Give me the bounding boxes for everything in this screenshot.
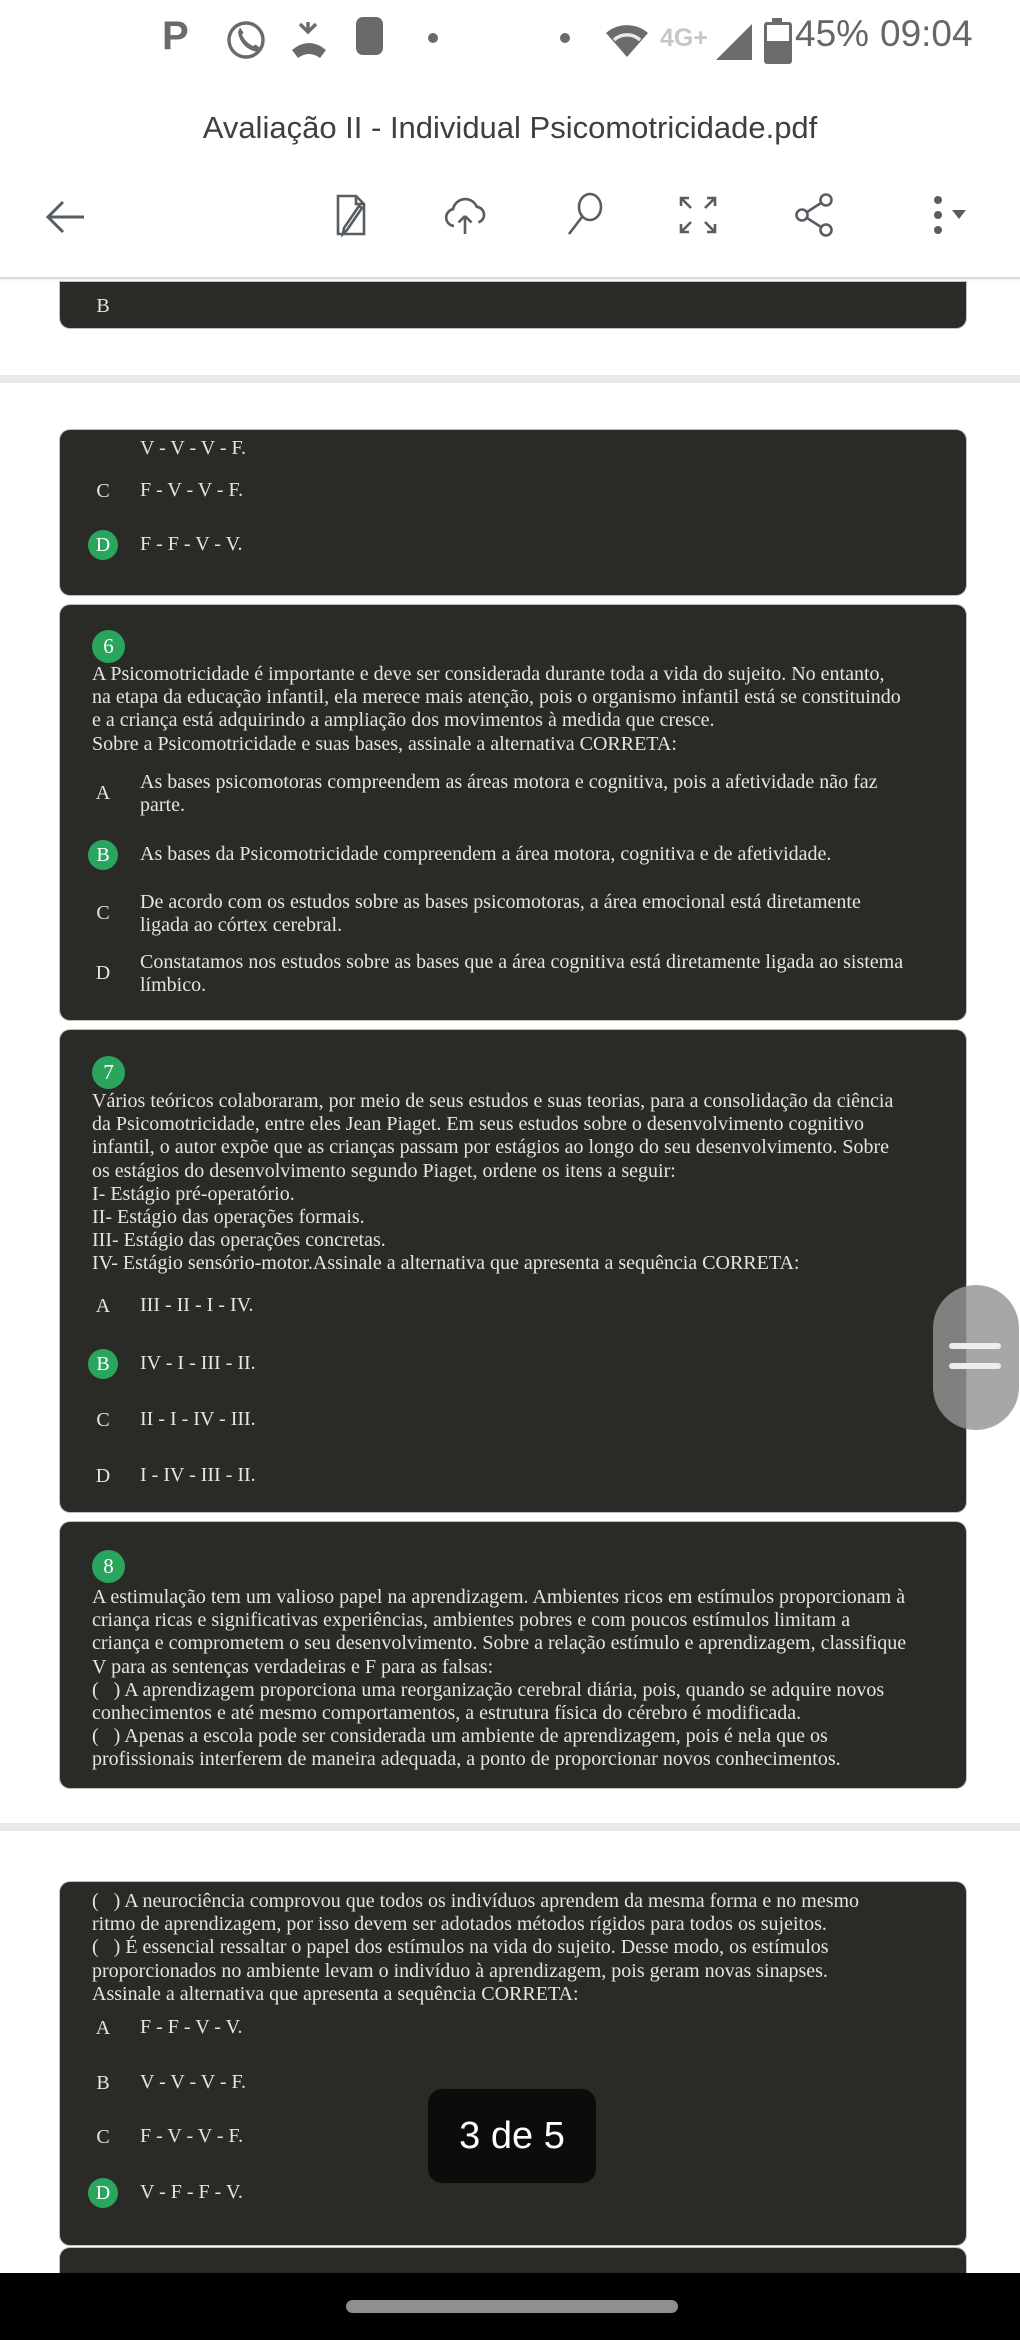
question-number-badge: 6	[92, 630, 125, 663]
annotate-icon	[324, 188, 378, 242]
status-bar	[0, 0, 1020, 70]
header-shadow	[0, 277, 1020, 281]
pdf-card-question5-options	[60, 430, 966, 595]
option-letter: C	[96, 2126, 110, 2148]
fullscreen-icon	[671, 188, 725, 242]
selected-option-badge: B	[88, 1349, 118, 1379]
battery-percent: 45%	[795, 13, 870, 54]
share-icon	[788, 188, 842, 242]
pdf-card-question8-options: ( ) A neurociência comprovou que todos os indivíduos aprendem da mesma forma e no mesmo ritmo de aprendizagem, por isso devem ser adotados métodos rígidos para todos os sujeitos. ( ) É essencial ressaltar o papel dos estímulos na vida do sujeito. Desse modo, os estímulos proporcionados no ambiente levam o indivíduo à aprendizagem, pois geram novas sinapses. Assinale a alternativa que apresenta a sequência CORRETA: A F - F - V - V. B V - V - V - F. C F - V - V - F. D V - F - F - V.	[60, 1882, 966, 2245]
wifi-icon	[604, 22, 650, 58]
option-letter: B	[96, 2072, 110, 2094]
question-text: A Psicomotricidade é importante e deve ser considerada durante toda a vida do sujeito. No entanto, na etapa da educação infantil, ela merece mais atenção, pois o organismo infantil está se constituindo e a criança está adquirindo a ampliação dos movimentos à medida que cresce. Sobre a Psicomotricidade e suas bases, assinale a alternativa CORRETA:	[92, 663, 901, 755]
scroll-handle-grip-line	[949, 1343, 1001, 1349]
whatsapp-icon	[225, 19, 267, 61]
option-text-line: F - F - V - V.	[140, 533, 243, 555]
clock: 09:04	[880, 13, 973, 54]
back-button[interactable]	[38, 190, 92, 244]
back-arrow-icon	[38, 190, 92, 244]
scroll-handle[interactable]	[933, 1285, 1019, 1430]
dropdown-caret-icon	[952, 210, 966, 219]
notification-dot-icon	[428, 33, 438, 43]
pdf-card-next-sliver	[60, 2248, 966, 2273]
pdf-card-question7: 7 Vários teóricos colaboraram, por meio de seus estudos e suas teorias, para a consolidação da ciência da Psicomotricidade, entre eles Jean Piaget. Em seus estudos sobre o desenvolvimento cognitivo infantil, o autor expõe que as crianças passam por estágios ao longo do seu desenvolvimento. Sobre os estágios do desenvolvimento segundo Piaget, ordene os itens a seguir: I- Estágio pré-operatório. II- Estágio das operações formais. III- Estágio das operações concretas. IV- Estágio sensório-motor.Assinale a alternativa que apresenta a sequência CORRETA: A III - II - I - IV. B IV - I - III - II. C II - I - IV - III. D I - IV - III - II.	[60, 1030, 966, 1512]
option-letter: C	[96, 480, 110, 502]
question-text: Vários teóricos colaboraram, por meio de seus estudos e suas teorias, para a consolidação da ciência da Psicomotricidade, entre eles Jean Piaget. Em seus estudos sobre o desenvolvimento cognitivo infantil, o autor expõe que as crianças passam por estágios ao longo do seu desenvolvimento. Sobre os estágios do desenvolvimento segundo Piaget, ordene os itens a seguir: I- Estágio pré-operatório. II- Estágio das operações formais. III- Estágio das operações concretas. IV- Estágio sensório-motor.Assinale a alternativa que apresenta a sequência CORRETA:	[92, 1090, 894, 1275]
option-letter: C	[96, 1409, 110, 1431]
question-text: A estimulação tem um valioso papel na aprendizagem. Ambientes ricos em estímulos proporcionam à criança ricas e significativas experiências, ambientes pobres e com poucos estímulos limitam a criança e comprometem o seu desenvolvimento. Sobre a relação estímulo e aprendizagem, classifique V para as sentenças verdadeiras e F para as falsas: ( ) A aprendizagem proporciona uma reorganização cerebral diária, pois, quando se adquire novos conhecimentos e até mesmo comportamentos, a estrutura física do cérebro é modificada. ( ) Apenas a escola pode ser considerada um ambiente de aprendizagem, pois é nela que os profissionais interferem de maneira adequada, a ponto de proporcionar novos conhecimentos.	[92, 1586, 907, 1771]
overflow-menu-button[interactable]	[918, 188, 972, 242]
option-text-line: V - V - V - F.	[140, 437, 247, 459]
option-letter: D	[95, 1465, 111, 1487]
page-title: Avaliação II - Individual Psicomotricidade.pdf	[202, 110, 818, 145]
option-letter: D	[95, 962, 111, 984]
status-dot-icon	[560, 33, 570, 43]
pdf-card-question6: 6 A Psicomotricidade é importante e deve ser considerada durante toda a vida do sujeito. No entanto, na etapa da educação infantil, ela merece mais atenção, pois o organismo infantil está se constituindo e a criança está adquirindo a ampliação dos movimentos à medida que cresce. Sobre a Psicomotricidade e suas bases, assinale a alternativa CORRETA: A As bases psicomotoras compreendem as áreas motora e cognitiva, pois a afetividade não faz parte. B As bases da Psicomotricidade compreendem a área motora, cognitiva e de afetividade. C De acordo com os estudos sobre as bases psicomotoras, a área emocional está diretamente ligada ao córtex cerebral. D Constatamos nos estudos sobre as bases que a área cognitiva está diretamente ligada ao sistema límbico.	[60, 605, 966, 1020]
question-number-badge: 8	[92, 1550, 125, 1583]
navigation-bar	[0, 2273, 1020, 2340]
selected-option-badge: B	[88, 840, 118, 870]
fullscreen-button[interactable]	[671, 188, 725, 242]
page-separator	[0, 375, 1020, 383]
cloud-upload-icon	[438, 188, 492, 242]
search-icon	[559, 188, 613, 242]
home-indicator[interactable]	[346, 2300, 678, 2313]
overflow-menu-icon	[918, 188, 972, 242]
option-letter: C	[96, 902, 110, 924]
pdf-card-question8	[60, 1522, 966, 1788]
selected-option-badge: D	[88, 2178, 118, 2208]
screenshot-icon	[356, 17, 383, 55]
battery-icon	[764, 22, 792, 64]
question-number-badge: 7	[92, 1056, 125, 1089]
option-letter: B	[96, 295, 110, 317]
network-type-badge: 4G+	[660, 24, 708, 52]
page-separator	[0, 1823, 1020, 1831]
scroll-handle-grip-line	[949, 1363, 1001, 1369]
p-app-icon: P	[162, 14, 189, 58]
share-button[interactable]	[788, 188, 842, 242]
option-letter: A	[95, 2017, 111, 2039]
question-text: ( ) A neurociência comprovou que todos os indivíduos aprendem da mesma forma e no mesmo ritmo de aprendizagem, por isso devem ser adotados métodos rígidos para todos os sujeitos. ( ) É essencial ressaltar o papel dos estímulos na vida do sujeito. Desse modo, os estímulos proporcionados no ambiente levam o indivíduo à aprendizagem, pois geram novas sinapses. Assinale a alternativa que apresenta a sequência CORRETA:	[92, 1890, 860, 2005]
selected-option-badge: D	[88, 530, 118, 560]
missed-call-icon	[288, 20, 330, 62]
option-letter: A	[95, 1295, 111, 1317]
option-text-line: F - V - V - F.	[140, 479, 244, 501]
search-button[interactable]	[559, 188, 613, 242]
signal-icon	[716, 24, 752, 60]
pdf-card-prev-page-bottom	[60, 282, 966, 328]
cloud-upload-button[interactable]	[438, 188, 492, 242]
annotate-button[interactable]	[324, 188, 378, 242]
page-indicator-toast: 3 de 5	[428, 2089, 596, 2183]
option-letter: A	[95, 782, 111, 804]
